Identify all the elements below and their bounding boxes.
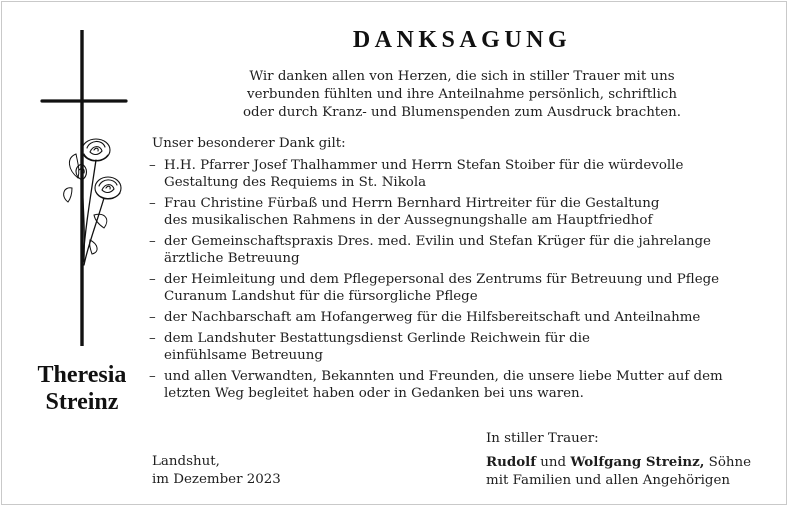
list-item bbox=[143, 195, 773, 229]
list-item-line: des musikalischen Rahmens in der Aussegnungshalle am Hauptfriedhof bbox=[164, 213, 653, 228]
list-item bbox=[143, 233, 773, 267]
list-item-line: – der Nachbarschaft am Hofangerweg für die Hilfsbereitschaft und Anteilnahme bbox=[164, 310, 701, 325]
mourning-label: In stiller Trauer: bbox=[486, 431, 599, 446]
list-item-line: Curanum Landshut für die fürsorgliche Pflege bbox=[164, 289, 478, 304]
intro-line: verbunden fühlten und ihre Anteilnahme persönlich, schriftlich bbox=[247, 87, 677, 102]
signers bbox=[486, 453, 751, 490]
signer-name-1: Rudolf bbox=[486, 454, 537, 470]
list-item-line: – der Gemeinschaftspraxis Dres. med. Evilin und Stefan Krüger für die jahrelange bbox=[164, 234, 711, 249]
list-item-line: – Frau Christine Fürbaß und Herrn Bernhard Hirtreiter für die Gestaltung bbox=[164, 196, 660, 211]
date: im Dezember 2023 bbox=[152, 472, 281, 487]
list-item-line: – und allen Verwandten, Bekannten und Freunden, die unsere liebe Mutter auf dem bbox=[164, 369, 723, 384]
list-item-line: – dem Landshuter Bestattungsdienst Gerlinde Reichwein für die bbox=[164, 331, 590, 346]
list-item bbox=[143, 309, 773, 326]
signers-relation: Söhne bbox=[704, 455, 752, 470]
list-item-line: ärztliche Betreuung bbox=[164, 251, 300, 266]
place-date bbox=[152, 453, 281, 489]
list-item-line: letzten Weg begleitet haben oder in Gedanken bei uns waren. bbox=[164, 386, 584, 401]
intro-line: Wir danken allen von Herzen, die sich in stiller Trauer mit uns bbox=[249, 69, 675, 84]
list-item bbox=[143, 271, 773, 305]
place: Landshut, bbox=[152, 454, 220, 469]
deceased-last-name: Streinz bbox=[45, 389, 119, 415]
signers-line-1 bbox=[486, 453, 751, 472]
signer-name-2: Wolfgang Streinz, bbox=[570, 454, 705, 470]
signers-conjunction: und bbox=[536, 455, 571, 470]
intro-line: oder durch Kranz- und Blumenspenden zum Ausdruck brachten. bbox=[242, 105, 681, 120]
cross-with-roses-icon bbox=[38, 30, 130, 346]
list-item bbox=[143, 157, 773, 191]
page-title: DANKSAGUNG bbox=[352, 27, 572, 53]
list-item-line: – H.H. Pfarrer Josef Thalhammer und Herrn Stefan Stoiber für die würdevolle bbox=[164, 158, 684, 173]
notice-frame bbox=[1, 1, 787, 505]
list-item bbox=[143, 330, 773, 364]
list-item-line: Gestaltung des Requiems in St. Nikola bbox=[164, 175, 427, 190]
deceased-first-name: Theresia bbox=[37, 362, 127, 388]
signers-line-2: mit Familien und allen Angehörigen bbox=[486, 473, 731, 488]
thanks-lead: Unser besonderer Dank gilt: bbox=[152, 136, 346, 151]
thanks-list bbox=[143, 157, 773, 406]
list-item-line: – der Heimleitung und dem Pflegepersonal des Zentrums für Betreuung und Pflege bbox=[164, 272, 720, 287]
deceased-name bbox=[22, 362, 142, 416]
list-item bbox=[143, 368, 773, 402]
list-item-line: einfühlsame Betreuung bbox=[164, 348, 323, 363]
intro-paragraph bbox=[152, 68, 772, 122]
